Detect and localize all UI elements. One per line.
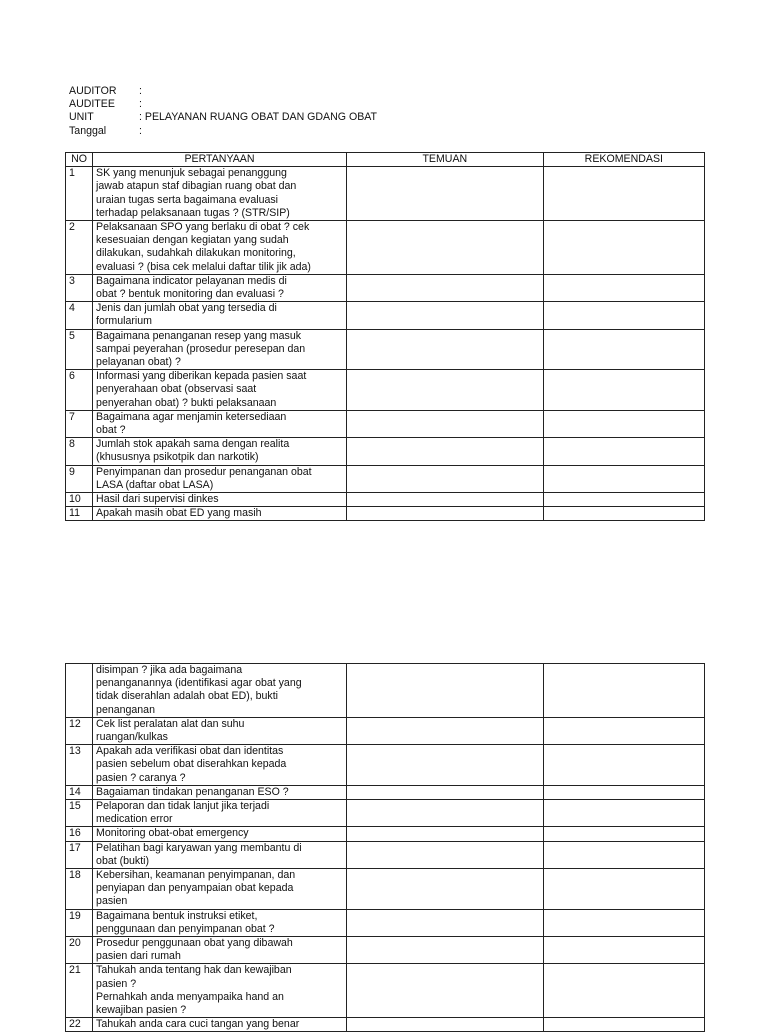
question-cell: Kebersihan, keamanan penyimpanan, dan penyiapan dan penyampaian obat kepada pasien bbox=[93, 869, 347, 910]
row-number: 8 bbox=[66, 438, 93, 465]
row-number: 19 bbox=[66, 909, 93, 936]
unit-colon: : bbox=[139, 111, 145, 124]
table-row bbox=[66, 465, 705, 492]
temuan-cell[interactable] bbox=[346, 465, 543, 492]
rekomendasi-cell[interactable] bbox=[543, 329, 704, 370]
temuan-cell[interactable] bbox=[346, 274, 543, 301]
table-row bbox=[66, 370, 705, 411]
table-row bbox=[66, 507, 705, 521]
question-cell: Tahukah anda tentang hak dan kewajiban pasien ? Pernahkah anda menyampaika hand an kewajiban pasien ? bbox=[93, 964, 347, 1018]
question-cell: Bagaiaman tindakan penanganan ESO ? bbox=[93, 785, 347, 799]
rekomendasi-cell[interactable] bbox=[543, 167, 704, 221]
unit-label: UNIT bbox=[69, 111, 94, 124]
row-number: 20 bbox=[66, 937, 93, 964]
question-cell: Bagaimana bentuk instruksi etiket, penggunaan dan penyimpanan obat ? bbox=[93, 909, 347, 936]
rekomendasi-cell[interactable] bbox=[543, 493, 704, 507]
rekomendasi-cell[interactable] bbox=[543, 785, 704, 799]
rekomendasi-cell[interactable] bbox=[543, 370, 704, 411]
table-row bbox=[66, 167, 705, 221]
question-cell: Bagaimana agar menjamin ketersediaan obat ? bbox=[93, 410, 347, 437]
row-number: 10 bbox=[66, 493, 93, 507]
temuan-cell[interactable] bbox=[346, 717, 543, 744]
row-number: 5 bbox=[66, 329, 93, 370]
temuan-cell[interactable] bbox=[346, 410, 543, 437]
question-cell: Pelatihan bagi karyawan yang membantu di obat (bukti) bbox=[93, 841, 347, 868]
rekomendasi-cell[interactable] bbox=[543, 717, 704, 744]
question-cell: Prosedur penggunaan obat yang dibawah pasien dari rumah bbox=[93, 937, 347, 964]
rekomendasi-cell[interactable] bbox=[543, 410, 704, 437]
table-row bbox=[66, 937, 705, 964]
auditee-colon: : bbox=[139, 98, 145, 111]
table-row bbox=[66, 438, 705, 465]
table-body-page-1 bbox=[66, 167, 705, 521]
question-cell: Pelaksanaan SPO yang berlaku di obat ? cek kesesuaian dengan kegiatan yang sudah dilakukan, sudahkah dilakukan monitoring, evaluasi ? (bisa cek melalui daftar tilik jik ada) bbox=[93, 221, 347, 275]
table-row bbox=[66, 800, 705, 827]
header-temuan: TEMUAN bbox=[346, 153, 543, 167]
header-no: NO bbox=[66, 153, 93, 167]
row-number: 17 bbox=[66, 841, 93, 868]
rekomendasi-cell[interactable] bbox=[543, 221, 704, 275]
table-row bbox=[66, 302, 705, 329]
temuan-cell[interactable] bbox=[346, 869, 543, 910]
auditor-colon: : bbox=[139, 85, 145, 97]
temuan-cell[interactable] bbox=[346, 493, 543, 507]
rekomendasi-cell[interactable] bbox=[543, 937, 704, 964]
question-cell: disimpan ? jika ada bagaimana penanganannya (identifikasi agar obat yang tidak diserahlan adalah obat ED), bukti penanganan bbox=[93, 664, 347, 718]
rekomendasi-cell[interactable] bbox=[543, 465, 704, 492]
table-row bbox=[66, 221, 705, 275]
unit-value: PELAYANAN RUANG OBAT DAN GDANG OBAT bbox=[144, 111, 378, 124]
row-number: 16 bbox=[66, 827, 93, 841]
question-cell: Informasi yang diberikan kepada pasien saat penyerahaan obat (observasi saat penyerahan obat) ? bukti pelaksanaan bbox=[93, 370, 347, 411]
table-row bbox=[66, 274, 705, 301]
row-number: 7 bbox=[66, 410, 93, 437]
temuan-cell[interactable] bbox=[346, 800, 543, 827]
temuan-cell[interactable] bbox=[346, 909, 543, 936]
table-row bbox=[66, 869, 705, 910]
table-body-page-2 bbox=[66, 664, 705, 1032]
temuan-cell[interactable] bbox=[346, 841, 543, 868]
rekomendasi-cell[interactable] bbox=[543, 841, 704, 868]
tanggal-row bbox=[69, 125, 377, 138]
temuan-cell[interactable] bbox=[346, 664, 543, 718]
header-pertanyaan: PERTANYAAN bbox=[93, 153, 347, 167]
table-row bbox=[66, 1018, 705, 1032]
table-header-row bbox=[66, 153, 705, 167]
question-cell: Penyimpanan dan prosedur penanganan obat LASA (daftar obat LASA) bbox=[93, 465, 347, 492]
row-number: 4 bbox=[66, 302, 93, 329]
question-cell: Tahukah anda cara cuci tangan yang benar bbox=[93, 1018, 347, 1032]
temuan-cell[interactable] bbox=[346, 370, 543, 411]
question-cell: Apakah ada verifikasi obat dan identitas pasien sebelum obat diserahkan kepada pasien ? caranya ? bbox=[93, 745, 347, 786]
auditee-row bbox=[69, 98, 377, 111]
temuan-cell[interactable] bbox=[346, 507, 543, 521]
row-number: 3 bbox=[66, 274, 93, 301]
table-row bbox=[66, 827, 705, 841]
table-row bbox=[66, 745, 705, 786]
rekomendasi-cell[interactable] bbox=[543, 827, 704, 841]
row-number: 22 bbox=[66, 1018, 93, 1032]
temuan-cell[interactable] bbox=[346, 221, 543, 275]
table-row bbox=[66, 717, 705, 744]
question-cell: Apakah masih obat ED yang masih bbox=[93, 507, 347, 521]
row-number bbox=[66, 664, 93, 718]
table-row bbox=[66, 664, 705, 718]
rekomendasi-cell[interactable] bbox=[543, 1018, 704, 1032]
temuan-cell[interactable] bbox=[346, 745, 543, 786]
rekomendasi-cell[interactable] bbox=[543, 909, 704, 936]
question-cell: Hasil dari supervisi dinkes bbox=[93, 493, 347, 507]
rekomendasi-cell[interactable] bbox=[543, 507, 704, 521]
temuan-cell[interactable] bbox=[346, 937, 543, 964]
rekomendasi-cell[interactable] bbox=[543, 274, 704, 301]
temuan-cell[interactable] bbox=[346, 438, 543, 465]
audit-header bbox=[69, 85, 377, 138]
temuan-cell[interactable] bbox=[346, 302, 543, 329]
auditor-row bbox=[69, 85, 377, 98]
rekomendasi-cell[interactable] bbox=[543, 964, 704, 1018]
row-number: 11 bbox=[66, 507, 93, 521]
tanggal-label: Tanggal bbox=[69, 124, 107, 137]
question-cell: Jenis dan jumlah obat yang tersedia di formularium bbox=[93, 302, 347, 329]
auditor-label: AUDITOR bbox=[69, 85, 117, 97]
table-row bbox=[66, 964, 705, 1018]
table-row bbox=[66, 329, 705, 370]
table-row bbox=[66, 410, 705, 437]
temuan-cell[interactable] bbox=[346, 167, 543, 221]
row-number: 21 bbox=[66, 964, 93, 1018]
rekomendasi-cell[interactable] bbox=[543, 664, 704, 718]
audit-table-page-1 bbox=[65, 152, 705, 521]
rekomendasi-cell[interactable] bbox=[543, 302, 704, 329]
temuan-cell[interactable] bbox=[346, 827, 543, 841]
rekomendasi-cell[interactable] bbox=[543, 869, 704, 910]
row-number: 14 bbox=[66, 785, 93, 799]
rekomendasi-cell[interactable] bbox=[543, 745, 704, 786]
unit-row bbox=[69, 111, 377, 124]
rekomendasi-cell[interactable] bbox=[543, 800, 704, 827]
question-cell: Bagaimana indicator pelayanan medis di obat ? bentuk monitoring dan evaluasi ? bbox=[93, 274, 347, 301]
tanggal-colon: : bbox=[139, 124, 145, 137]
question-cell: Bagaimana penanganan resep yang masuk sampai peyerahan (prosedur peresepan dan pelayanan obat) ? bbox=[93, 329, 347, 370]
table-row bbox=[66, 909, 705, 936]
temuan-cell[interactable] bbox=[346, 1018, 543, 1032]
row-number: 6 bbox=[66, 370, 93, 411]
header-rekomendasi: REKOMENDASI bbox=[543, 153, 704, 167]
row-number: 12 bbox=[66, 717, 93, 744]
question-cell: Cek list peralatan alat dan suhu ruangan/kulkas bbox=[93, 717, 347, 744]
row-number: 9 bbox=[66, 465, 93, 492]
audit-table-page-2 bbox=[65, 663, 705, 1032]
question-cell: SK yang menunjuk sebagai penanggung jawab atapun staf dibagian ruang obat dan uraian tugas serta bagaimana evaluasi terhadap pelaksanaan tugas ? (STR/SIP) bbox=[93, 167, 347, 221]
temuan-cell[interactable] bbox=[346, 964, 543, 1018]
table-row bbox=[66, 785, 705, 799]
row-number: 18 bbox=[66, 869, 93, 910]
question-cell: Monitoring obat-obat emergency bbox=[93, 827, 347, 841]
row-number: 13 bbox=[66, 745, 93, 786]
question-cell: Pelaporan dan tidak lanjut jika terjadi medication error bbox=[93, 800, 347, 827]
table-row bbox=[66, 841, 705, 868]
rekomendasi-cell[interactable] bbox=[543, 438, 704, 465]
temuan-cell[interactable] bbox=[346, 785, 543, 799]
row-number: 1 bbox=[66, 167, 93, 221]
auditee-label: AUDITEE bbox=[69, 98, 115, 111]
table-row bbox=[66, 493, 705, 507]
row-number: 15 bbox=[66, 800, 93, 827]
row-number: 2 bbox=[66, 221, 93, 275]
question-cell: Jumlah stok apakah sama dengan realita (khususnya psikotpik dan narkotik) bbox=[93, 438, 347, 465]
temuan-cell[interactable] bbox=[346, 329, 543, 370]
